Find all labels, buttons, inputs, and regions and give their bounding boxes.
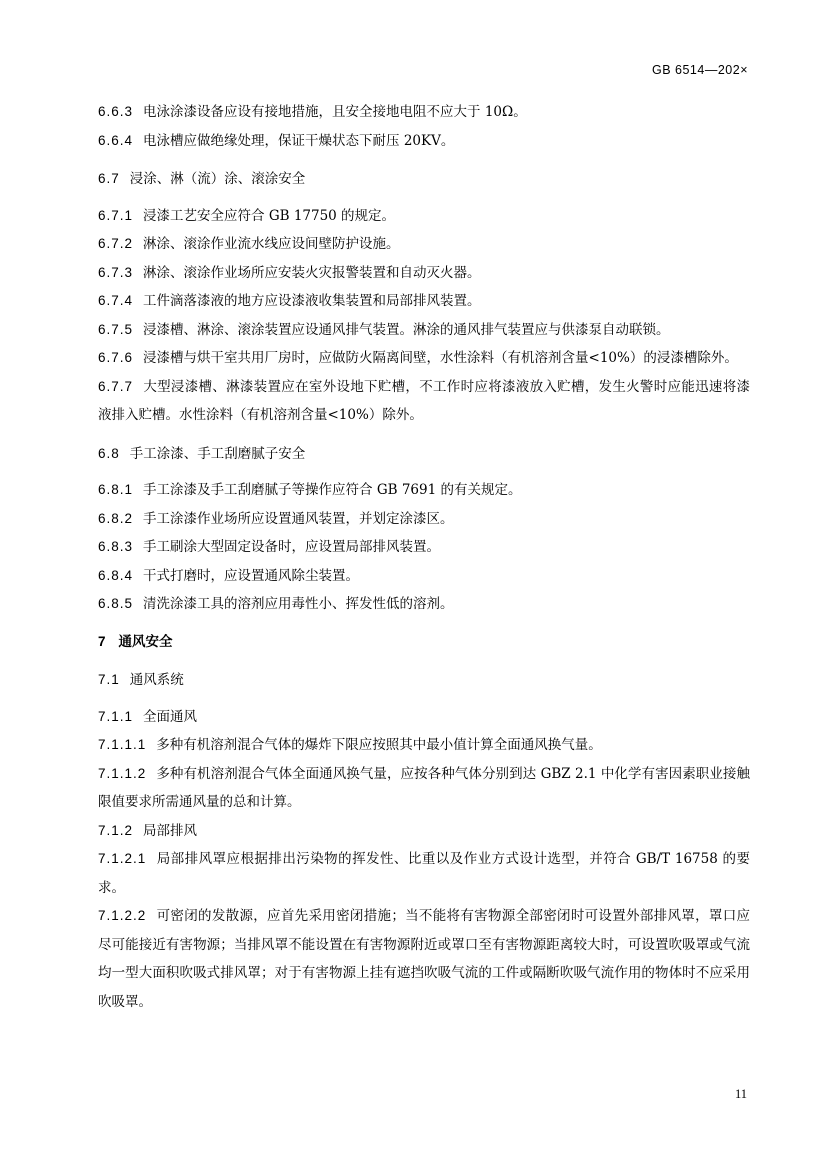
clause-number: 7.1.2.2 — [98, 908, 147, 923]
clause-6-6-4 — [98, 127, 750, 156]
clause-number: 6.8.4 — [98, 567, 134, 583]
clause-number: 6.7.3 — [98, 264, 134, 280]
clause-7-1-1-2 — [98, 760, 750, 817]
subsection-7-1-2-heading — [98, 817, 750, 846]
page-number: 11 — [734, 1087, 747, 1101]
subsection-title: 局部排风 — [143, 822, 198, 839]
document-body — [98, 98, 750, 1016]
clause-number: 6.8.3 — [98, 539, 134, 554]
clause-text: 浸漆工艺安全应符合 GB 17750 的规定。 — [143, 207, 396, 224]
clause-7-1-2-1 — [98, 845, 750, 902]
clause-number: 6.7.7 — [98, 378, 134, 394]
clause-text: 大型浸漆槽、淋漆装置应在室外设地下贮槽，不工作时应将漆液放入贮槽，发生火警时应能迅速将漆液排入贮槽。水性涂料（有机溶剂含量<10%）除外。 — [98, 378, 750, 423]
clause-number: 6.7.4 — [98, 293, 134, 308]
clause-7-1-2-2 — [98, 902, 750, 1016]
clause-number: 6.7.1 — [98, 207, 134, 223]
clause-number: 6.8.5 — [98, 596, 134, 611]
clause-number: 6.8.2 — [98, 510, 134, 526]
standard-code: GB 6514—202× — [652, 63, 748, 77]
clause-text: 手工涂漆作业场所应设置通风装置，并划定涂漆区。 — [143, 510, 454, 527]
clause-number: 7.1.1.2 — [98, 765, 147, 781]
clause-text: 电泳槽应做绝缘处理，保证干燥状态下耐压 20KV。 — [143, 132, 455, 149]
clause-number: 6.7.5 — [98, 321, 134, 337]
clause-text: 多种有机溶剂混合气体全面通风换气量，应按各种气体分别到达 GBZ 2.1 中化学有害因素职业接触限值要求所需通风量的总和计算。 — [98, 765, 750, 810]
chapter-number: 7 — [98, 633, 107, 649]
clause-6-7-1 — [98, 202, 750, 231]
section-6-7-heading — [98, 165, 750, 194]
clause-text: 浸漆槽与烘干室共用厂房时，应做防火隔离间壁，水性涂料（有机溶剂含量<10%）的浸漆槽除外。 — [143, 350, 738, 366]
clause-text: 可密闭的发散源，应首先采用密闭措施；当不能将有害物源全部密闭时可设置外部排风罩，罩口应尽可能接近有害物源；当排风罩不能设置在有害物源附近或罩口至有害物源距离较大时，可设置吹吸罩或气流均一型大面积吹吸式排风罩；对于有害物源上挂有遮挡吹吸气流的工件或隔断吹吸气流作用的物体时不应采用吹吸罩。 — [98, 908, 750, 1010]
clause-6-7-7 — [98, 373, 750, 430]
section-title: 手工涂漆、手工刮磨腻子安全 — [129, 445, 306, 462]
clause-text: 浸漆槽、淋涂、滚涂装置应设通风排气装置。淋涂的通风排气装置应与供漆泵自动联锁。 — [143, 321, 670, 338]
clause-number: 6.8.1 — [98, 482, 134, 497]
clause-text: 干式打磨时，应设置通风除尘装置。 — [143, 567, 360, 584]
section-title: 浸涂、淋（流）涂、滚涂安全 — [129, 171, 306, 187]
clause-6-7-4 — [98, 287, 750, 316]
section-number: 6.7 — [98, 171, 120, 186]
clause-6-7-2 — [98, 230, 750, 259]
subsection-number: 7.1.1 — [98, 708, 134, 724]
clause-number: 6.7.6 — [98, 350, 134, 365]
clause-6-8-5 — [98, 590, 750, 619]
section-number: 6.8 — [98, 445, 120, 461]
clause-6-7-5 — [98, 316, 750, 345]
subsection-title: 全面通风 — [143, 708, 198, 725]
clause-text: 淋涂、滚涂作业场所应安装火灾报警装置和自动灭火器。 — [143, 264, 481, 281]
clause-text: 淋涂、滚涂作业流水线应设间壁防护设施。 — [143, 236, 400, 252]
clause-6-6-3 — [98, 98, 750, 127]
clause-6-7-6 — [98, 344, 750, 373]
clause-number: 7.1.1.1 — [98, 737, 147, 752]
subsection-7-1-1-heading — [98, 703, 750, 732]
section-title: 通风系统 — [129, 672, 184, 688]
clause-6-8-4 — [98, 562, 750, 591]
section-6-8-heading — [98, 440, 750, 469]
clause-6-8-3 — [98, 533, 750, 562]
clause-6-8-1 — [98, 476, 750, 505]
clause-6-8-2 — [98, 505, 750, 534]
section-7-1-heading — [98, 666, 750, 695]
clause-text: 手工刷涂大型固定设备时，应设置局部排风装置。 — [143, 539, 441, 555]
clause-7-1-1-1 — [98, 731, 750, 760]
clause-text: 工件滴落漆液的地方应设漆液收集装置和局部排风装置。 — [143, 293, 481, 309]
clause-text: 多种有机溶剂混合气体的爆炸下限应按照其中最小值计算全面通风换气量。 — [156, 737, 602, 753]
subsection-number: 7.1.2 — [98, 822, 134, 838]
clause-number: 6.6.3 — [98, 104, 134, 119]
clause-number: 6.6.4 — [98, 132, 134, 148]
clause-number: 7.1.2.1 — [98, 851, 147, 866]
clause-text: 清洗涂漆工具的溶剂应用毒性小、挥发性低的溶剂。 — [143, 596, 454, 612]
clause-text: 电泳涂漆设备应设有接地措施，且安全接地电阻不应大于 10Ω。 — [143, 104, 527, 120]
clause-text: 手工涂漆及手工刮磨腻子等操作应符合 GB 7691 的有关规定。 — [143, 482, 522, 498]
clause-6-7-3 — [98, 259, 750, 288]
clause-text: 局部排风罩应根据排出污染物的挥发性、比重以及作业方式设计选型，并符合 GB/T 16758 的要求。 — [98, 851, 750, 896]
chapter-7-heading — [98, 628, 750, 657]
section-number: 7.1 — [98, 672, 120, 687]
chapter-title: 通风安全 — [118, 633, 173, 650]
clause-number: 6.7.2 — [98, 236, 134, 251]
